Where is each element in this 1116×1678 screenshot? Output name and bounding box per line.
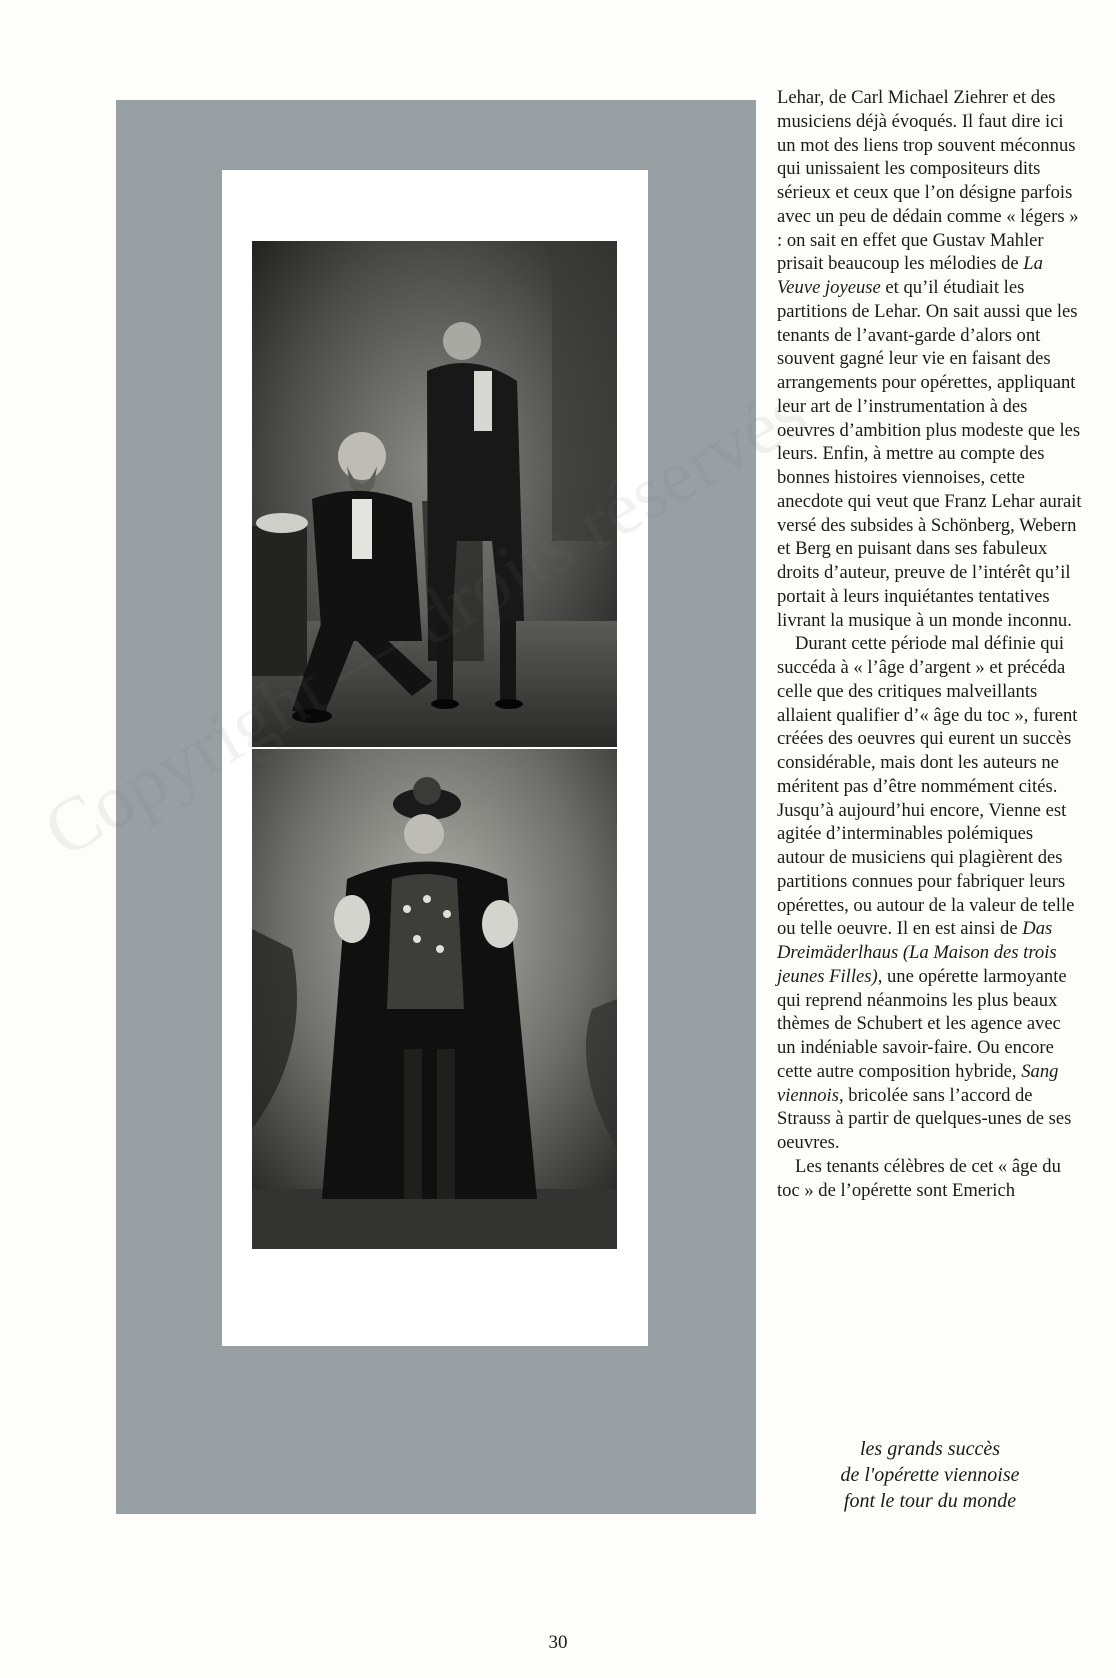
photo-costumed-performer <box>252 749 617 1249</box>
title-das-dreimaederlhaus: Das Dreimäderlhaus (La Maison des trois jeunes Filles) <box>777 918 1057 987</box>
caption-line: font le tour du monde <box>843 1490 1017 1512</box>
caption-line: les grands succès <box>860 1438 1000 1460</box>
article-paragraph: Durant cette période mal définie qui succéda à « l’âge d’argent » et précéda celle que des critiques malveillants allaient qualifier d’« âge du toc », furent créées des oeuvres qui eurent un succès considérable, mais dont les auteurs ne méritent pas d’être nommément cités. Jusqu’à aujourd’hui encore, Vienne est agitée d’interminables polémiques autour de musiciens qui plagièrent des partitions connues pour fabriquer leurs opérettes, ou autour de la valeur de telle ou telle oeuvre. Il en est ainsi de Das Dreimäderlhaus (La Maison des trois jeunes Filles), une opérette larmoyante qui reprend néanmoins les plus beaux thèmes de Schubert et les agence avec un indéniable savoir-faire. Ou encore cette autre composition hybride, Sang viennois, bricolée sans l’accord de Strauss à partir de quelques-unes de ses oeuvres. <box>777 633 1078 1153</box>
article-column <box>777 86 1083 1202</box>
title-la-veuve-joyeuse: La Veuve joyeuse <box>777 253 1043 298</box>
title-sang-viennois: Sang viennois <box>777 1060 1059 1106</box>
article-paragraph: Les tenants célèbres de cet « âge du toc » de l’opérette sont Emerich <box>777 1155 1061 1201</box>
photo-caption <box>790 1436 1070 1514</box>
photo-two-men-portrait <box>252 241 617 747</box>
page-number: 30 <box>548 1632 568 1653</box>
article-paragraph: Lehar, de Carl Michael Ziehrer et des musiciens déjà évoqués. Il faut dire ici un mot des liens trop souvent méconnus qui unissaient les compositeurs dits sérieux et ceux que l’on désigne parfois avec un peu de dédain comme « légers » : on sait en effet que Gustav Mahler prisait beaucoup les mélodies de La Veuve joyeuse et qu’il étudiait les partitions de Lehar. On sait aussi que les tenants de l’avant-garde d’alors ont souvent gagné leur vie en faisant des arrangements pour opérettes, appliquant leur art de l’instrumentation à des oeuvres d’ambition plus modeste que les leurs. Enfin, à mettre au compte des bonnes histoires viennoises, cette anecdote qui veut que Franz Lehar aurait versé des subsides à Schönberg, Webern et Berg en puisant dans ses fabuleux droits d’auteur, preuve de l’intérêt qu’il portait à leurs inquiétantes tentatives livrant la musique à un monde inconnu. <box>777 87 1082 631</box>
caption-line: de l'opérette viennoise <box>840 1464 1020 1486</box>
